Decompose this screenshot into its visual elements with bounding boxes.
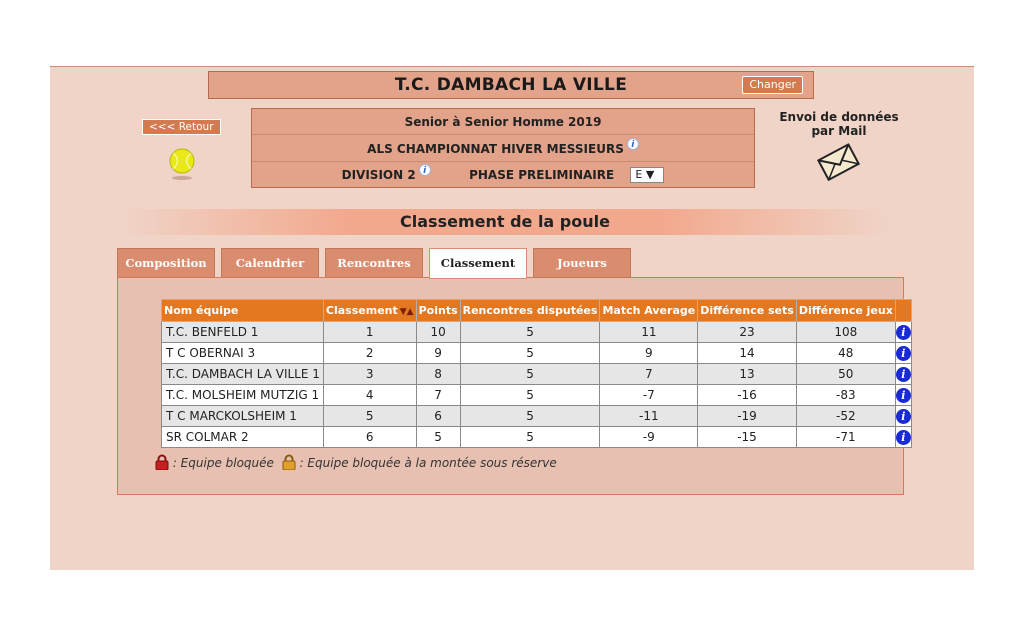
section-title: Classement de la poule	[120, 209, 890, 235]
team-info-icon[interactable]: i	[896, 367, 911, 382]
team-info-icon[interactable]: i	[896, 346, 911, 361]
col-games-diff[interactable]: Différence jeux	[796, 300, 895, 322]
team-name: SR COLMAR 2	[162, 427, 324, 448]
col-matches[interactable]: Rencontres disputées	[460, 300, 600, 322]
back-button[interactable]: <<< Retour	[142, 119, 221, 135]
table-row	[162, 427, 912, 448]
team-info-icon[interactable]: i	[896, 325, 911, 340]
club-header	[208, 71, 814, 99]
rank-cell: 2	[323, 343, 416, 364]
games-diff-cell: 50	[796, 364, 895, 385]
match-average-cell: 9	[600, 343, 698, 364]
sets-diff-cell: -15	[698, 427, 797, 448]
sets-diff-cell: -16	[698, 385, 797, 406]
col-info	[895, 300, 911, 322]
col-match-average[interactable]: Match Average	[600, 300, 698, 322]
games-diff-cell: 48	[796, 343, 895, 364]
rank-cell: 1	[323, 322, 416, 343]
club-title: T.C. DAMBACH LA VILLE	[394, 75, 628, 95]
matches-cell: 5	[460, 343, 600, 364]
points-cell: 8	[416, 364, 460, 385]
content-panel	[117, 277, 904, 495]
mail-label-line2: par Mail	[811, 124, 867, 138]
team-name: T C MARCKOLSHEIM 1	[162, 406, 324, 427]
tab-rencontres[interactable]: Rencontres	[325, 248, 423, 278]
division-info-icon[interactable]: i	[419, 164, 431, 176]
points-cell: 6	[416, 406, 460, 427]
sets-diff-cell: 13	[698, 364, 797, 385]
change-club-button[interactable]: Changer	[742, 76, 803, 94]
matches-cell: 5	[460, 385, 600, 406]
tab-calendrier[interactable]: Calendrier	[221, 248, 319, 278]
col-sets-diff[interactable]: Différence sets	[698, 300, 797, 322]
games-diff-cell: -52	[796, 406, 895, 427]
sets-diff-cell: 23	[698, 322, 797, 343]
rank-cell: 6	[323, 427, 416, 448]
match-average-cell: -11	[600, 406, 698, 427]
mail-label-line1: Envoi de données	[779, 110, 899, 124]
games-diff-cell: -83	[796, 385, 895, 406]
competition-info-box	[251, 108, 755, 188]
games-diff-cell: 108	[796, 322, 895, 343]
pool-select[interactable]	[630, 167, 664, 183]
mail-export-label[interactable]	[774, 110, 904, 138]
games-diff-cell: -71	[796, 427, 895, 448]
team-name: T C OBERNAI 3	[162, 343, 324, 364]
col-rank[interactable]: Classement ▼▲	[323, 300, 416, 322]
championship-info-icon[interactable]: i	[627, 138, 639, 150]
phase-label: PHASE PRELIMINAIRE	[469, 168, 615, 182]
rank-cell: 5	[323, 406, 416, 427]
orange-lock-icon	[282, 454, 296, 470]
points-cell: 7	[416, 385, 460, 406]
sort-arrows-icon[interactable]: ▼▲	[399, 307, 414, 317]
chevron-down-icon: ▼	[645, 168, 655, 181]
tennis-ball-icon	[168, 147, 196, 181]
category-label: Senior à Senior Homme 2019	[404, 115, 602, 129]
legend-blocked: : Equipe bloquée	[172, 456, 274, 470]
sets-diff-cell: 14	[698, 343, 797, 364]
envelope-icon[interactable]	[816, 141, 862, 183]
team-info-icon[interactable]: i	[896, 430, 911, 445]
match-average-cell: 7	[600, 364, 698, 385]
points-cell: 5	[416, 427, 460, 448]
team-name: T.C. DAMBACH LA VILLE 1	[162, 364, 324, 385]
matches-cell: 5	[460, 364, 600, 385]
table-row	[162, 322, 912, 343]
team-name: T.C. BENFELD 1	[162, 322, 324, 343]
rank-cell: 4	[323, 385, 416, 406]
team-info-icon[interactable]: i	[896, 409, 911, 424]
match-average-cell: -9	[600, 427, 698, 448]
tab-classement[interactable]: Classement	[429, 248, 527, 279]
sets-diff-cell: -19	[698, 406, 797, 427]
table-row	[162, 406, 912, 427]
matches-cell: 5	[460, 406, 600, 427]
legend-blocked-reserve: : Equipe bloquée à la montée sous réserve	[299, 456, 557, 470]
rank-cell: 3	[323, 364, 416, 385]
table-row	[162, 364, 912, 385]
points-cell: 9	[416, 343, 460, 364]
points-cell: 10	[416, 322, 460, 343]
tab-joueurs[interactable]: Joueurs	[533, 248, 631, 278]
table-row	[162, 385, 912, 406]
team-name: T.C. MOLSHEIM MUTZIG 1	[162, 385, 324, 406]
red-lock-icon	[155, 454, 169, 470]
division-label: DIVISION 2	[341, 168, 416, 182]
table-row	[162, 343, 912, 364]
team-info-icon[interactable]: i	[896, 388, 911, 403]
ranking-table	[161, 299, 912, 448]
legend	[155, 454, 557, 470]
championship-label: ALS CHAMPIONNAT HIVER MESSIEURS	[367, 142, 624, 156]
pool-select-value: E	[635, 168, 643, 181]
matches-cell: 5	[460, 322, 600, 343]
col-points[interactable]: Points	[416, 300, 460, 322]
page-background	[50, 66, 974, 570]
match-average-cell: -7	[600, 385, 698, 406]
tab-composition[interactable]: Composition	[117, 248, 215, 278]
match-average-cell: 11	[600, 322, 698, 343]
matches-cell: 5	[460, 427, 600, 448]
col-team[interactable]: Nom équipe	[162, 300, 324, 322]
